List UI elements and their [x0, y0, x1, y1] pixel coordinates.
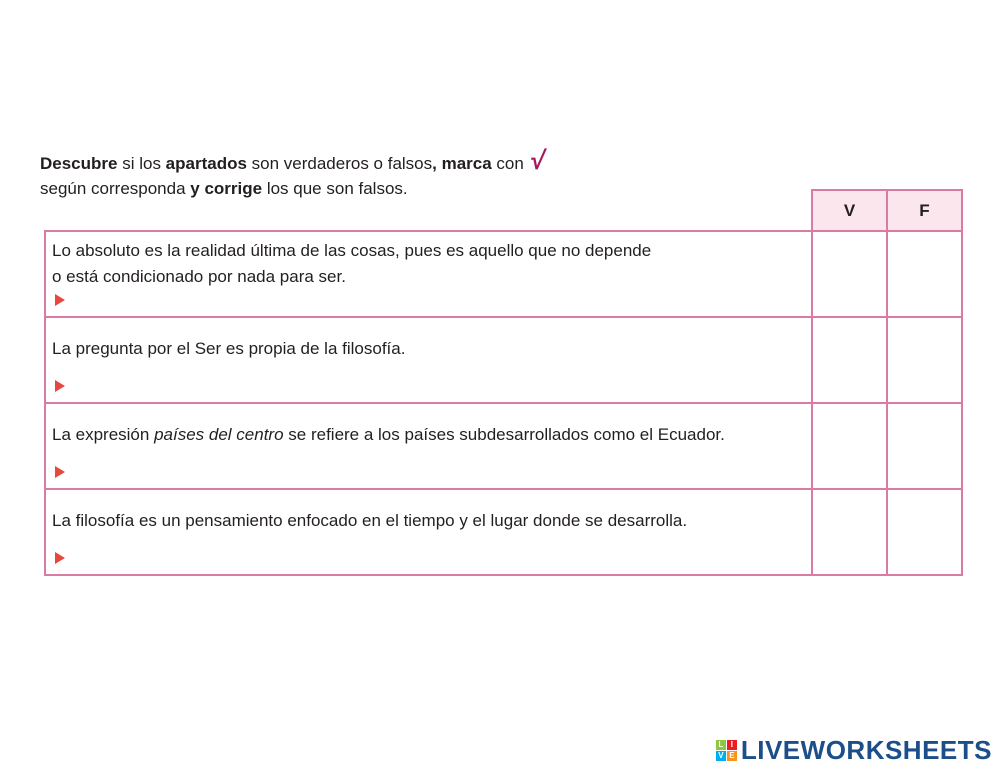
answer-cell-f[interactable]	[886, 230, 963, 318]
instr-text-1: si los	[117, 154, 166, 173]
correction-arrow-icon	[55, 380, 65, 392]
answer-cell-v[interactable]	[811, 488, 888, 576]
instr-text-4: según corresponda	[40, 179, 191, 198]
statement-row	[44, 402, 963, 490]
instr-apartados: apartados	[165, 154, 247, 173]
instr-descubre: Descubre	[40, 154, 118, 173]
correction-arrow-icon	[55, 466, 65, 478]
header-verdadero: V	[811, 189, 888, 232]
logo-mark-icon	[716, 740, 737, 761]
statement-row	[44, 488, 963, 576]
statement-text	[52, 336, 802, 362]
instr-text-2: son verdaderos o falsos	[246, 154, 433, 173]
statement-line: o está condicionado por nada para ser.	[52, 267, 346, 286]
liveworksheets-logo	[716, 735, 992, 766]
logo-mark-square: E	[727, 751, 737, 761]
instructions	[40, 145, 640, 201]
statement-italic: países del centro	[154, 425, 284, 444]
correction-arrow-icon	[55, 552, 65, 564]
instr-marca: , marca	[432, 154, 492, 173]
statement-text	[52, 238, 802, 290]
answer-cell-f[interactable]	[886, 402, 963, 490]
instr-text-3: con	[491, 154, 529, 173]
statement-line: La expresión	[52, 425, 155, 444]
answer-cell-v[interactable]	[811, 230, 888, 318]
statement-line: se refiere a los países subdesarrollados como el Ecuador.	[283, 425, 725, 444]
answer-cell-f[interactable]	[886, 488, 963, 576]
instr-corrige: y corrige	[190, 179, 263, 198]
instr-text-5: los que son falsos.	[262, 179, 408, 198]
logo-mark-square: V	[716, 751, 726, 761]
statement-line: La filosofía es un pensamiento enfocado en el tiempo y el lugar donde se desarrolla.	[52, 511, 688, 530]
statement-line: Lo absoluto es la realidad última de las cosas, pues es aquello que no depende	[52, 241, 652, 260]
answer-cell-v[interactable]	[811, 402, 888, 490]
statement-text	[52, 508, 802, 534]
logo-mark-square: L	[716, 740, 726, 750]
header-falso: F	[886, 189, 963, 232]
statement-row	[44, 316, 963, 404]
correction-arrow-icon	[55, 294, 65, 306]
statement-line: La pregunta por el Ser es propia de la filosofía.	[52, 339, 406, 358]
answer-cell-f[interactable]	[886, 316, 963, 404]
statement-row	[44, 230, 963, 318]
logo-mark-square: I	[727, 740, 737, 750]
statement-text	[52, 422, 802, 448]
check-mark-icon: √	[528, 145, 547, 175]
true-false-table	[44, 230, 963, 578]
logo-text: LIVEWORKSHEETS	[740, 735, 992, 765]
answer-cell-v[interactable]	[811, 316, 888, 404]
